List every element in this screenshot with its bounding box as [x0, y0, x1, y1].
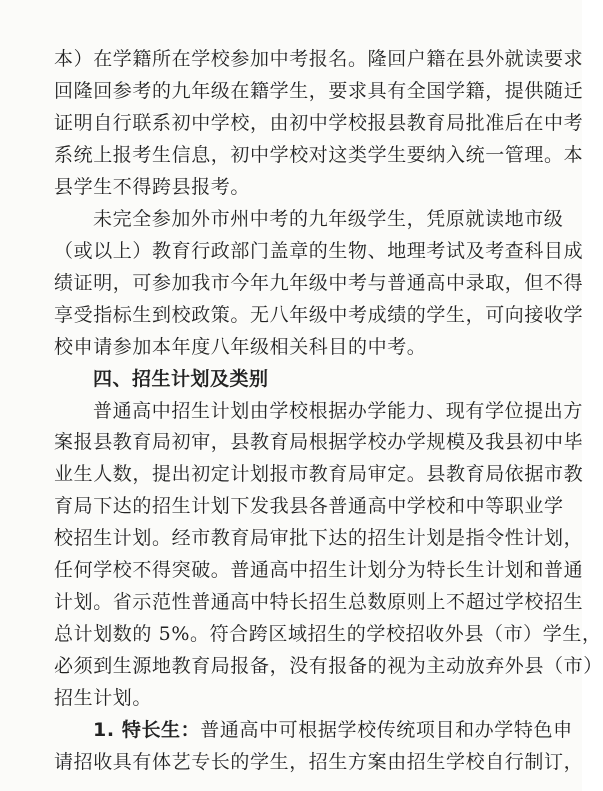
- paragraph-3-line-2: 案报县教育局初审，县教育局根据学校办学规模及我县初中毕: [54, 431, 584, 454]
- paragraph-3-line-5: 校招生计划。经市教育局审批下达的招生计划是指令性计划，: [54, 527, 584, 550]
- paragraph-2-line-1: 未完全参加外市州中考的九年级学生，凭原就读地市级: [93, 207, 564, 230]
- paragraph-3-line-9: 必须到生源地教育局报备，没有报备的视为主动放弃外县（市）: [54, 655, 603, 678]
- paragraph-3-line-1: 普通高中招生计划由学校根据办学能力、现有学位提出方: [93, 399, 584, 422]
- paragraph-2-line-4: 享受指标生到校政策。无八年级中考成绩的学生，可向接收学: [54, 303, 584, 326]
- subsection-1-lead: 1. 特长生：: [93, 719, 201, 742]
- paragraph-1-line-3: 证明自行联系初中学校，由初中学校报县教育局批准后在中考: [54, 111, 584, 134]
- paragraph-3-line-7: 计划。省示范性普通高中特长招生总数原则上不超过学校招生: [54, 591, 584, 614]
- paragraph-2-line-5: 校申请参加本年度八年级相关科目的中考。: [54, 335, 427, 358]
- paragraph-3-line-3: 业生人数，提出初定计划报市教育局审定。县教育局依据市教: [54, 463, 584, 486]
- subsection-1-line-1: [93, 715, 573, 745]
- paragraph-1-line-4: 系统上报考生信息，初中学校对这类学生要纳入统一管理。本: [54, 143, 584, 166]
- paragraph-3-line-8: 总计划数的 5%。符合跨区域招生的学校招收外县（市）学生，: [54, 623, 602, 646]
- paragraph-1-line-1: 本）在学籍所在学校参加中考报名。隆回户籍在县外就读要求: [54, 48, 584, 70]
- paragraph-2-line-2: （或以上）教育行政部门盖章的生物、地理考试及考查科目成: [54, 239, 584, 262]
- paragraph-1-line-2: 回隆回参考的九年级在籍学生，要求具有全国学籍，提供随迁: [54, 79, 584, 102]
- paragraph-3-line-10: 招生计划。: [54, 687, 153, 710]
- paragraph-1-line-5: 县学生不得跨县报考。: [54, 175, 251, 198]
- subsection-1-line-2: 请招收具有体艺专长的学生，招生方案由招生学校自行制订，: [54, 751, 584, 773]
- subsection-1-text: 普通高中可根据学校传统项目和办学特色申: [200, 719, 573, 742]
- paragraph-3-line-4: 育局下达的招生计划下发我县各普通高中学校和中等职业学: [54, 495, 564, 518]
- paragraph-3-line-6: 任何学校不得突破。普通高中招生计划分为特长生计划和普通: [54, 559, 584, 582]
- paragraph-2-line-3: 绩证明，可参加我市今年九年级中考与普通高中录取，但不得: [54, 271, 584, 294]
- section-heading: 四、招生计划及类别: [93, 367, 269, 390]
